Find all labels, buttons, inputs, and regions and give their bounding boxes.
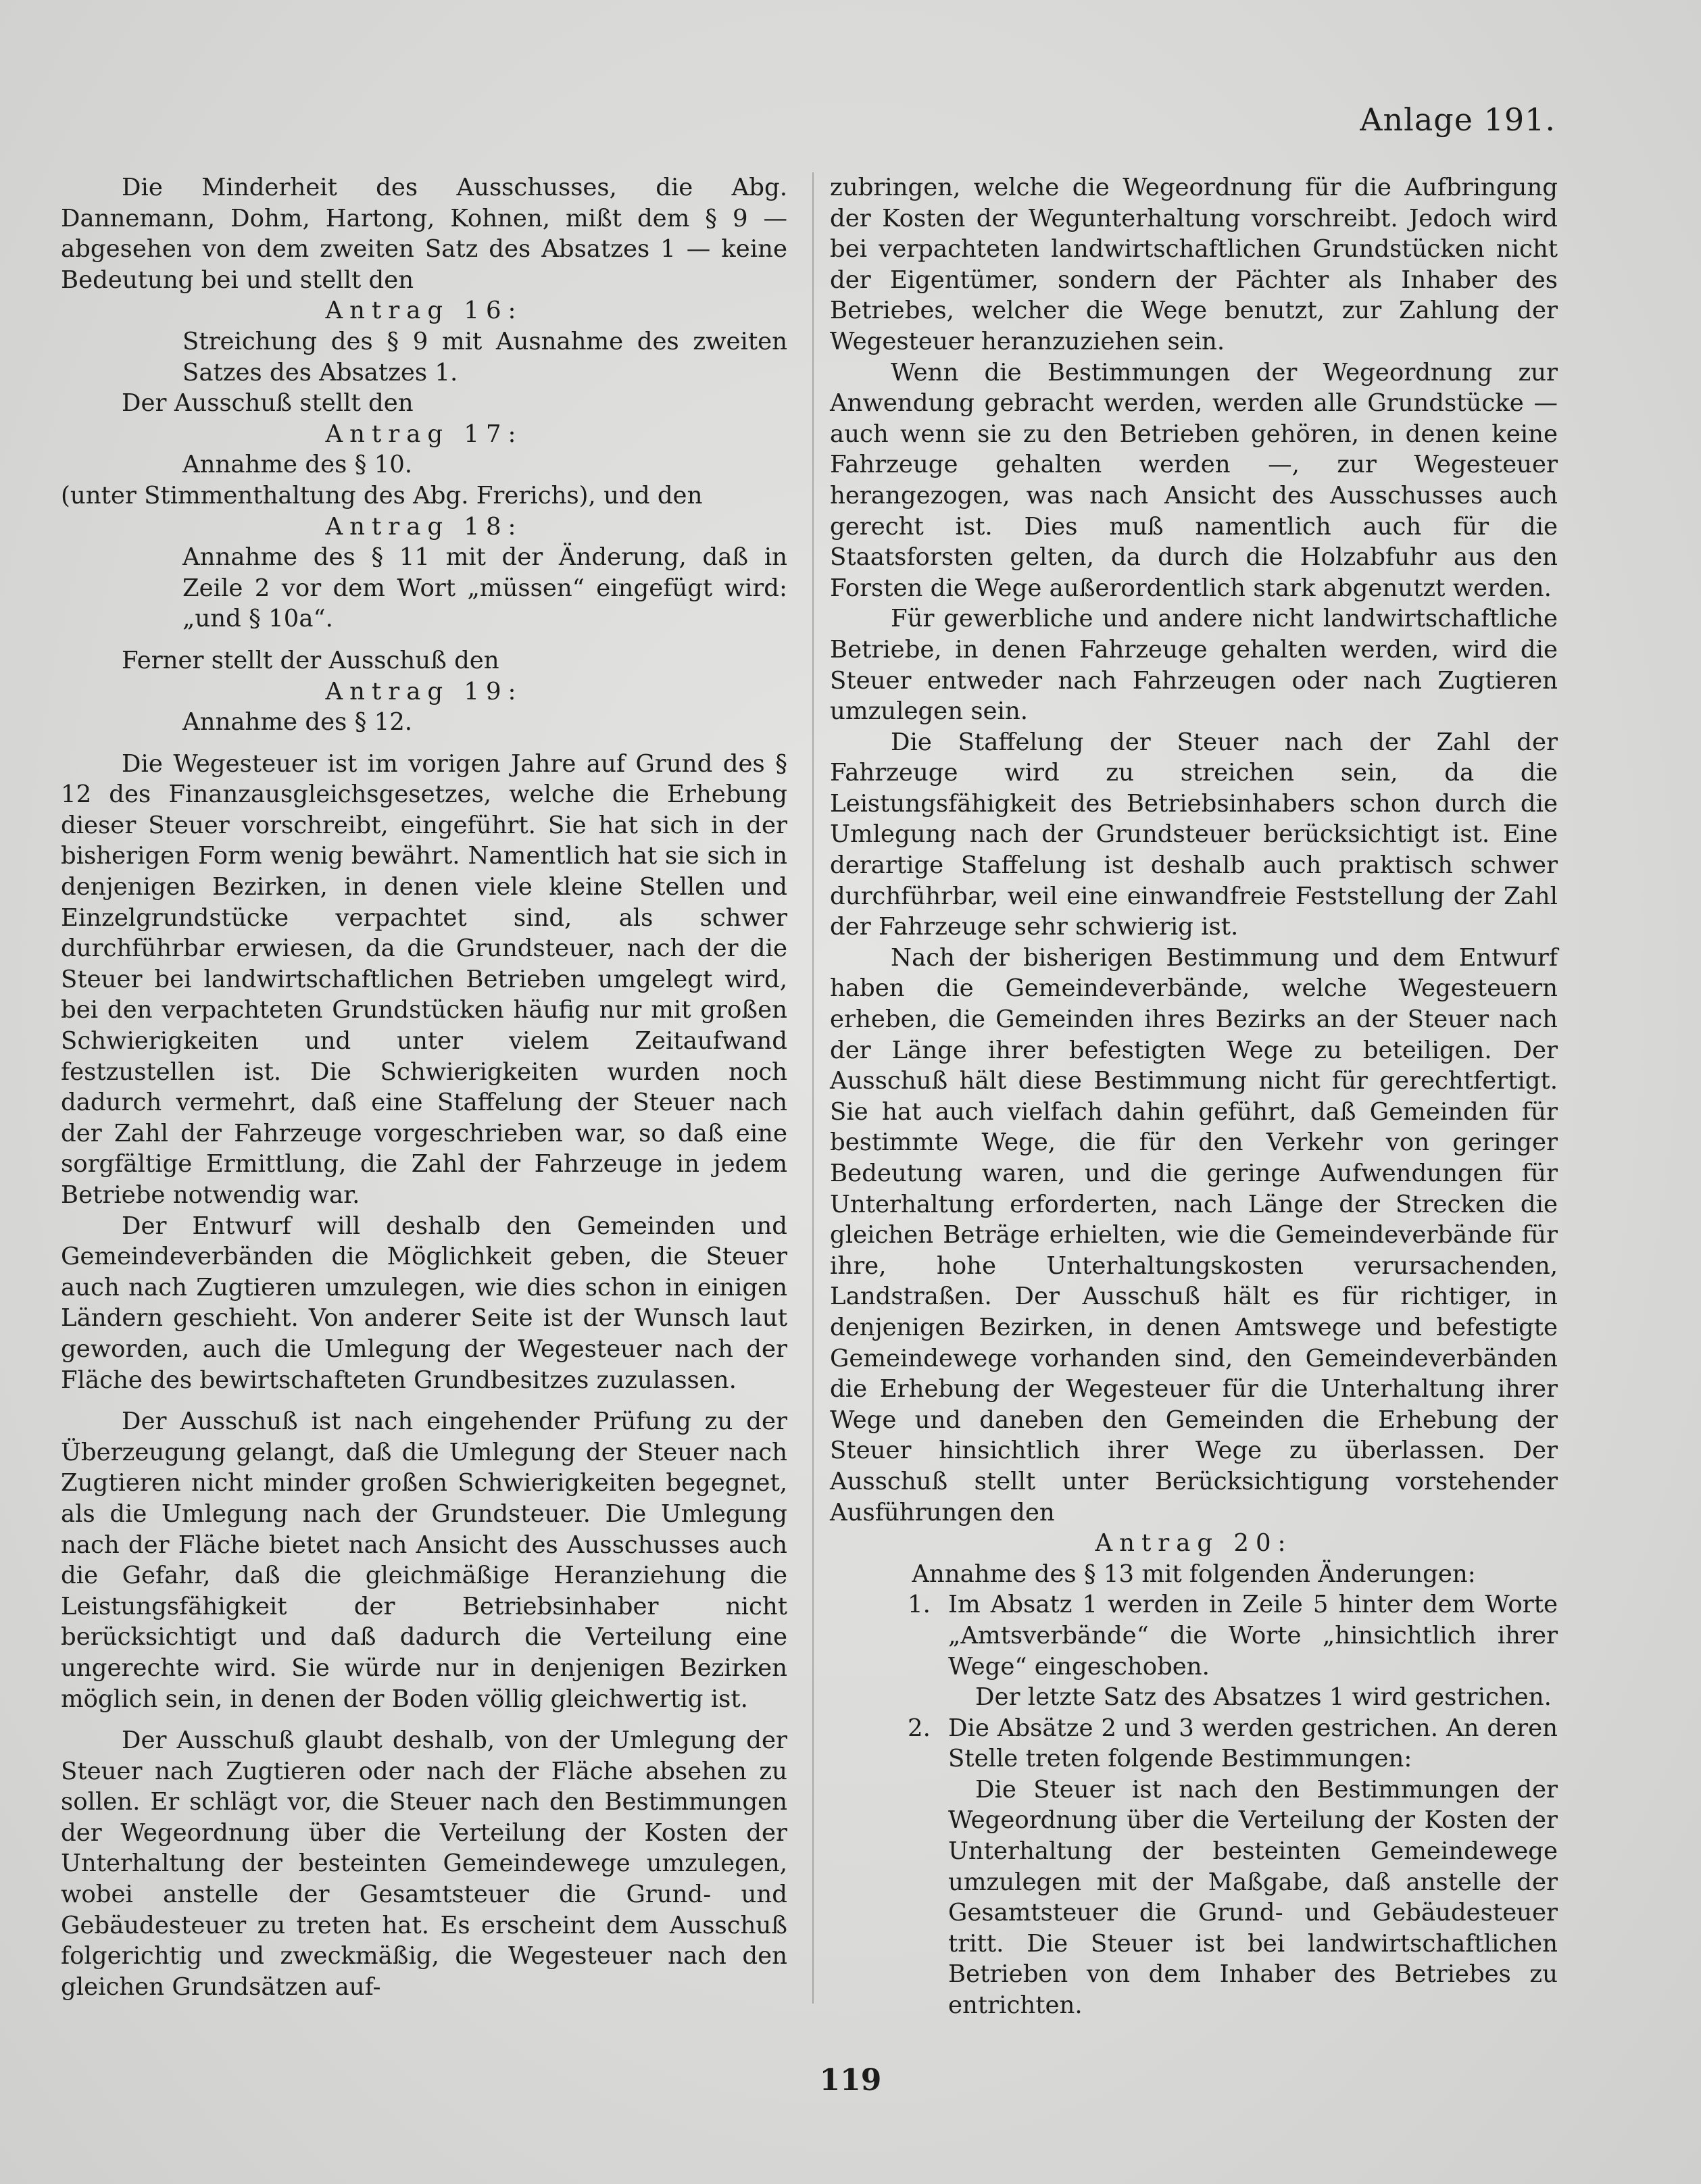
antrag-16-title: Antrag 16: [325,297,523,325]
paragraph-committee-motion-17: Der Ausschuß stellt den [122,389,414,418]
paragraph-municipal-associations: Nach der bisherigen Bestimmung und dem Entwurf haben die Gemeindeverbände, welche Wegesteuern erheben, die Gemeinden ihres Bezirks an der Steuer nach der Länge ihrer befestigten Wege zu beteiligen. Der Ausschuß hält diese Bestimmung nicht für gerechtfertigt. Sie hat auch vielfach dahin geführt, daß Gemeinden für bestimmte Wege, die für den Verkehr von geringer Bedeutung waren, und die geringe Aufwendungen für Unterhaltung erforderten, nach Länge der Strecken die gleichen Beträge erhielten, wie die Gemeindeverbände für ihre, hohe Unterhaltungskosten verursachenden, Landstraßen. Der Ausschuß hält es für richtiger, in denjenigen Bezirken, in denen Amtswege und befestigte Gemeindewege vorhanden sind, den Gemeindeverbänden die Erhebung der Wegesteuer für die Unterhaltung ihrer Wege und daneben den Gemeinden die Erhebung der Steuer hinsichtlich ihrer Wege zu überlassen. Der Ausschuß stellt unter Berücksichtigung vorstehender Ausführungen den [830,943,1558,1527]
paragraph-vehicle-staffing: Die Staffelung der Steuer nach der Zahl der Fahrzeuge wird zu streichen sein, da die Leistungsfähigkeit des Betriebsinhabers schon durch die Umlegung nach der Grundsteuer berücksichtigt ist. Eine derartige Staffelung ist deshalb auch praktisch schwer durchführbar, weil eine einwandfreie Feststellung der Zahl der Fahrzeuge sehr schwierig ist. [830,728,1558,941]
list-number: 2. [908,1714,931,1742]
column-divider [812,172,814,2004]
list-number: 1. [908,1591,931,1619]
antrag-20-item-1-sub: Der letzte Satz des Absatzes 1 wird gestrichen. [975,1683,1552,1712]
paragraph-committee-review: Der Ausschuß ist nach eingehender Prüfung zu der Überzeugung gelangt, daß die Umlegung der Steuer nach Zugtieren nicht minder großen Schwierigkeiten begegnet, als die Umlegung nach der Grundsteuer. Die Umlegung nach der Fläche bietet nach Ansicht des Ausschusses auch die Gefahr, daß die gleichmäßige Heranziehung die Leistungsfähigkeit der Betriebsinhaber nicht berücksichtigt und daß dadurch die Verteilung eine ungerechte wird. Sie würde nur in denjenigen Bezirken möglich sein, in denen der Boden völlig gleichwertig ist. [61,1408,787,1713]
antrag-19-title: Antrag 19: [325,677,523,705]
antrag-19-body: Annahme des § 12. [182,708,413,737]
antrag-16-body: Streichung des § 9 mit Ausnahme des zweiten Satzes des Absatzes 1. [182,327,787,387]
paragraph-committee-recommendation: Der Ausschuß glaubt deshalb, von der Umlegung der Steuer nach Zugtieren oder nach der Fläche absehen zu sollen. Er schlägt vor, die Steuer nach den Bestimmungen der Wegeordnung über die Verteilung der Kosten der Unterhaltung der besteinten Gemeindewege umzulegen, wobei anstelle der Gesamtsteuer die Grund- und Gebäudesteuer zu treten hat. Es erscheint dem Ausschuß folgerichtig und zweckmäßig, die Wegesteuer nach den gleichen Grundsätzen auf- [61,1727,787,2001]
list-item-text: Die Absätze 2 und 3 werden gestrichen. An deren Stelle treten folgende Bestimmungen: [948,1714,1558,1773]
antrag-20-title: Antrag 20: [1095,1529,1293,1558]
antrag-18-title: Antrag 18: [325,512,523,541]
paragraph-abstention-note: (unter Stimmenthaltung des Abg. Frerichs), und den [61,481,703,510]
antrag-20-item-1 [830,1589,1558,1682]
antrag-20-item-2-block: Die Steuer ist nach den Bestimmungen der Wegeordnung über die Verteilung der Kosten der Unterhaltung der besteinten Gemeindewege umzulegen mit der Maßgabe, daß anstelle der Gesamtsteuer die Grund- und Gebäudesteuer tritt. Die Steuer ist bei landwirtschaftlichen Betrieben von dem Inhaber des Betriebes zu entrichten. [948,1775,1558,2020]
page-number: 119 [819,2063,882,2098]
paragraph-minority-opinion: Die Minderheit des Ausschusses, die Abg. Dannemann, Dohm, Hartong, Kohnen, mißt dem § 9 — abgesehen von dem zweiten Satz des Absatzes 1 — keine Bedeutung bei und stellt den [61,174,787,294]
paragraph-road-order-application: Wenn die Bestimmungen der Wegeordnung zur Anwendung gebracht werden, werden alle Grundstücke — auch wenn sie zu den Betrieben gehören, in denen keine Fahrzeuge gehalten werden —, zur Wegesteuer herangezogen, was nach Ansicht des Ausschusses auch gerecht ist. Dies muß namentlich auch für die Staatsforsten gelten, da durch die Holzabfuhr aus den Forsten die Wege außerordentlich stark abgenutzt werden. [830,358,1558,602]
antrag-20-item-2 [830,1713,1558,1775]
antrag-18-body: Annahme des § 11 mit der Änderung, daß in Zeile 2 vor dem Wort „müssen“ eingefügt wird: „und § 10a“. [182,543,787,633]
paragraph-commercial-businesses: Für gewerbliche und andere nicht landwirtschaftliche Betriebe, in denen Fahrzeuge gehalten werden, wird die Steuer entweder nach Fahrzeugen oder nach Zugtieren umzulegen sein. [830,605,1558,726]
annex-label: Anlage 191. [1360,101,1556,138]
right-column [830,172,1558,2021]
paragraph-wegesteuer-history: Die Wegesteuer ist im vorigen Jahre auf Grund des § 12 des Finanzausgleichsgesetzes, welche die Erhebung dieser Steuer vorschreibt, eingeführt. Sie hat sich in der bisherigen Form wenig bewährt. Namentlich hat sie sich in denjenigen Bezirken, in denen viele kleine Stellen und Einzelgrundstücke verpachtet sind, als schwer durchführbar erwiesen, da die Grundsteuer, nach der die Steuer bei landwirtschaftlichen Betrieben umgelegt wird, bei den verpachteten Grundstücken häufig nur mit großen Schwierigkeiten und unter vielem Zeitaufwand festzustellen ist. Die Schwierigkeiten wurden noch dadurch vermehrt, daß eine Staffelung der Steuer nach der Zahl der Fahrzeuge vorgeschrieben war, so daß eine sorgfältige Ermittlung, die Zahl der Fahrzeuge in jedem Betriebe notwendig war. [61,749,787,1209]
antrag-20-intro: Annahme des § 13 mit folgenden Änderungen: [912,1560,1476,1588]
left-column [61,172,787,2002]
antrag-17-title: Antrag 17: [325,420,523,448]
list-item-text: Im Absatz 1 werden in Zeile 5 hinter dem Worte „Amtsverbände“ die Worte „hinsichtlich ihrer Wege“ eingeschoben. [948,1591,1558,1681]
paragraph-continuation: zubringen, welche die Wegeordnung für die Aufbringung der Kosten der Wegunterhaltung vorschreibt. Jedoch wird bei verpachteten landwirtschaftlichen Grundstücken nicht der Eigentümer, sondern der Pächter als Inhaber des Betriebes, welcher die Wege benutzt, zur Zahlung der Wegesteuer heranzuziehen sein. [830,174,1558,355]
paragraph-committee-motion-19: Ferner stellt der Ausschuß den [122,646,499,674]
antrag-17-body: Annahme des § 10. [182,451,413,479]
paragraph-draft-proposal: Der Entwurf will deshalb den Gemeinden und Gemeindeverbänden die Möglichkeit geben, die Steuer auch nach Zugtieren umzulegen, wie dies schon in einigen Ländern geschieht. Von anderer Seite ist der Wunsch laut geworden, auch die Umlegung der Wegesteuer nach der Fläche des bewirtschafteten Grundbesitzes zuzulassen. [61,1212,787,1394]
